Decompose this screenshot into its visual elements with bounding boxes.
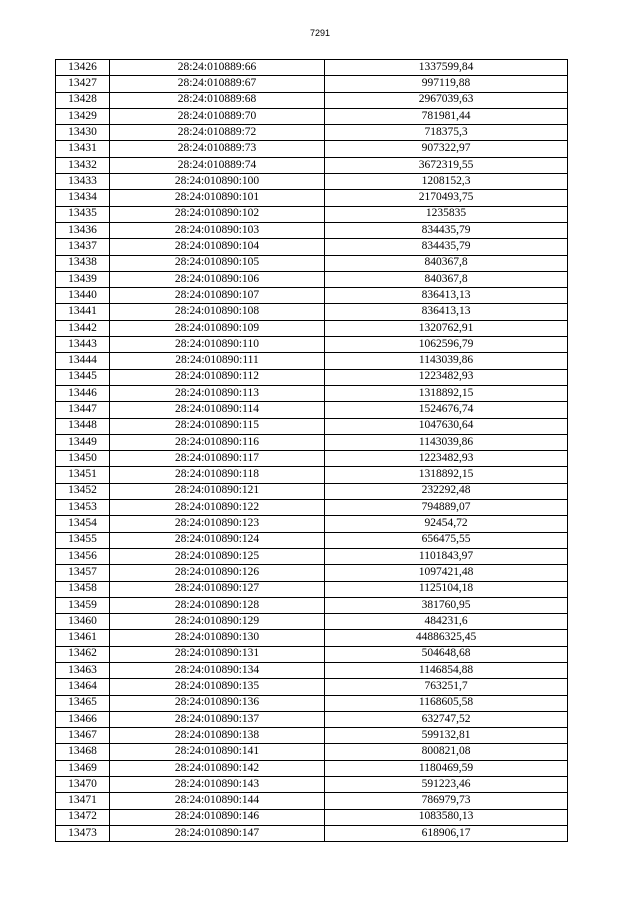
cadastral-number-cell: 28:24:010890:128	[110, 597, 325, 613]
table-row	[56, 679, 568, 695]
table-row	[56, 418, 568, 434]
cadastral-value-cell: 1083580,13	[325, 809, 568, 825]
cadastral-number-cell: 28:24:010889:70	[110, 108, 325, 124]
row-number-cell: 13438	[56, 255, 110, 271]
cadastral-number-cell: 28:24:010890:117	[110, 451, 325, 467]
cadastral-number-cell: 28:24:010890:135	[110, 679, 325, 695]
row-number-cell: 13440	[56, 288, 110, 304]
cadastral-number-cell: 28:24:010890:118	[110, 467, 325, 483]
cadastral-value-cell: 840367,8	[325, 255, 568, 271]
table-row	[56, 304, 568, 320]
row-number-cell: 13462	[56, 646, 110, 662]
cadastral-number-cell: 28:24:010890:136	[110, 695, 325, 711]
table-row	[56, 695, 568, 711]
cadastral-number-cell: 28:24:010890:131	[110, 646, 325, 662]
table-row	[56, 174, 568, 190]
cadastral-number-cell: 28:24:010889:73	[110, 141, 325, 157]
table-row	[56, 646, 568, 662]
cadastral-number-cell: 28:24:010890:104	[110, 239, 325, 255]
table-row	[56, 385, 568, 401]
cadastral-value-cell: 2967039,63	[325, 92, 568, 108]
table-row	[56, 60, 568, 76]
table-row	[56, 288, 568, 304]
table-row	[56, 141, 568, 157]
cadastral-value-cell: 599132,81	[325, 728, 568, 744]
cadastral-number-cell: 28:24:010890:126	[110, 565, 325, 581]
cadastral-value-cell: 718375,3	[325, 125, 568, 141]
cadastral-number-cell: 28:24:010889:67	[110, 76, 325, 92]
cadastral-number-cell: 28:24:010890:112	[110, 369, 325, 385]
cadastral-value-cell: 997119,88	[325, 76, 568, 92]
row-number-cell: 13448	[56, 418, 110, 434]
cadastral-value-cell: 92454,72	[325, 516, 568, 532]
row-number-cell: 13437	[56, 239, 110, 255]
cadastral-value-cell: 834435,79	[325, 222, 568, 238]
table-row	[56, 777, 568, 793]
row-number-cell: 13449	[56, 434, 110, 450]
row-number-cell: 13445	[56, 369, 110, 385]
row-number-cell: 13435	[56, 206, 110, 222]
table-row	[56, 108, 568, 124]
row-number-cell: 13456	[56, 548, 110, 564]
table-row	[56, 222, 568, 238]
row-number-cell: 13443	[56, 337, 110, 353]
row-number-cell: 13453	[56, 500, 110, 516]
cadastral-value-table	[55, 59, 568, 842]
row-number-cell: 13427	[56, 76, 110, 92]
row-number-cell: 13471	[56, 793, 110, 809]
cadastral-number-cell: 28:24:010890:105	[110, 255, 325, 271]
table-row	[56, 744, 568, 760]
cadastral-value-cell: 656475,55	[325, 532, 568, 548]
table-row	[56, 190, 568, 206]
row-number-cell: 13429	[56, 108, 110, 124]
cadastral-number-cell: 28:24:010890:147	[110, 825, 325, 841]
cadastral-value-cell: 1524676,74	[325, 402, 568, 418]
table-row	[56, 239, 568, 255]
table-row	[56, 271, 568, 287]
cadastral-value-cell: 1097421,48	[325, 565, 568, 581]
cadastral-number-cell: 28:24:010889:68	[110, 92, 325, 108]
table-row	[56, 369, 568, 385]
row-number-cell: 13441	[56, 304, 110, 320]
cadastral-number-cell: 28:24:010889:72	[110, 125, 325, 141]
row-number-cell: 13460	[56, 614, 110, 630]
table-row	[56, 451, 568, 467]
table-row	[56, 206, 568, 222]
row-number-cell: 13452	[56, 483, 110, 499]
cadastral-value-cell: 484231,6	[325, 614, 568, 630]
cadastral-value-cell: 2170493,75	[325, 190, 568, 206]
cadastral-number-cell: 28:24:010890:102	[110, 206, 325, 222]
row-number-cell: 13473	[56, 825, 110, 841]
cadastral-value-cell: 632747,52	[325, 711, 568, 727]
cadastral-value-cell: 1168605,58	[325, 695, 568, 711]
table-row	[56, 532, 568, 548]
cadastral-number-cell: 28:24:010890:130	[110, 630, 325, 646]
cadastral-number-cell: 28:24:010890:123	[110, 516, 325, 532]
row-number-cell: 13433	[56, 174, 110, 190]
cadastral-value-cell: 1143039,86	[325, 434, 568, 450]
cadastral-number-cell: 28:24:010890:121	[110, 483, 325, 499]
cadastral-number-cell: 28:24:010890:116	[110, 434, 325, 450]
cadastral-number-cell: 28:24:010890:122	[110, 500, 325, 516]
cadastral-value-cell: 1337599,84	[325, 60, 568, 76]
cadastral-value-cell: 1125104,18	[325, 581, 568, 597]
cadastral-value-cell: 1223482,93	[325, 369, 568, 385]
cadastral-number-cell: 28:24:010890:137	[110, 711, 325, 727]
cadastral-value-cell: 1223482,93	[325, 451, 568, 467]
row-number-cell: 13446	[56, 385, 110, 401]
cadastral-value-cell: 836413,13	[325, 288, 568, 304]
table-row	[56, 565, 568, 581]
row-number-cell: 13431	[56, 141, 110, 157]
cadastral-number-cell: 28:24:010890:107	[110, 288, 325, 304]
row-number-cell: 13458	[56, 581, 110, 597]
cadastral-value-cell: 1180469,59	[325, 760, 568, 776]
cadastral-number-cell: 28:24:010890:106	[110, 271, 325, 287]
row-number-cell: 13467	[56, 728, 110, 744]
row-number-cell: 13464	[56, 679, 110, 695]
table-row	[56, 630, 568, 646]
row-number-cell: 13463	[56, 662, 110, 678]
cadastral-value-cell: 504648,68	[325, 646, 568, 662]
table-row	[56, 467, 568, 483]
cadastral-number-cell: 28:24:010890:129	[110, 614, 325, 630]
cadastral-value-cell: 44886325,45	[325, 630, 568, 646]
cadastral-number-cell: 28:24:010890:114	[110, 402, 325, 418]
cadastral-number-cell: 28:24:010889:74	[110, 157, 325, 173]
table-row	[56, 157, 568, 173]
row-number-cell: 13447	[56, 402, 110, 418]
cadastral-number-cell: 28:24:010890:111	[110, 353, 325, 369]
cadastral-value-cell: 840367,8	[325, 271, 568, 287]
cadastral-number-cell: 28:24:010890:103	[110, 222, 325, 238]
table-row	[56, 125, 568, 141]
cadastral-number-cell: 28:24:010890:138	[110, 728, 325, 744]
table-row	[56, 614, 568, 630]
cadastral-number-cell: 28:24:010890:110	[110, 337, 325, 353]
table-row	[56, 92, 568, 108]
cadastral-value-cell: 3672319,55	[325, 157, 568, 173]
page-number: 7291	[309, 28, 331, 38]
row-number-cell: 13442	[56, 320, 110, 336]
cadastral-value-cell: 381760,95	[325, 597, 568, 613]
cadastral-value-cell: 1318892,15	[325, 385, 568, 401]
cadastral-number-cell: 28:24:010890:141	[110, 744, 325, 760]
cadastral-value-cell: 1062596,79	[325, 337, 568, 353]
table-row	[56, 500, 568, 516]
cadastral-number-cell: 28:24:010890:146	[110, 809, 325, 825]
table-row	[56, 728, 568, 744]
cadastral-value-cell: 834435,79	[325, 239, 568, 255]
row-number-cell: 13444	[56, 353, 110, 369]
row-number-cell: 13461	[56, 630, 110, 646]
cadastral-value-cell: 800821,08	[325, 744, 568, 760]
table-row	[56, 76, 568, 92]
cadastral-value-cell: 591223,46	[325, 777, 568, 793]
cadastral-value-cell: 1101843,97	[325, 548, 568, 564]
cadastral-value-cell: 763251,7	[325, 679, 568, 695]
cadastral-value-cell: 1143039,86	[325, 353, 568, 369]
table-row	[56, 825, 568, 841]
cadastral-value-cell: 781981,44	[325, 108, 568, 124]
table-row	[56, 597, 568, 613]
cadastral-value-cell: 618906,17	[325, 825, 568, 841]
cadastral-number-cell: 28:24:010890:125	[110, 548, 325, 564]
cadastral-number-cell: 28:24:010889:66	[110, 60, 325, 76]
row-number-cell: 13430	[56, 125, 110, 141]
row-number-cell: 13469	[56, 760, 110, 776]
table-row	[56, 320, 568, 336]
table-row	[56, 337, 568, 353]
cadastral-value-cell: 1047630,64	[325, 418, 568, 434]
table-row	[56, 581, 568, 597]
cadastral-number-cell: 28:24:010890:127	[110, 581, 325, 597]
cadastral-number-cell: 28:24:010890:109	[110, 320, 325, 336]
cadastral-value-cell: 836413,13	[325, 304, 568, 320]
cadastral-number-cell: 28:24:010890:142	[110, 760, 325, 776]
row-number-cell: 13459	[56, 597, 110, 613]
table-row	[56, 434, 568, 450]
table-row	[56, 402, 568, 418]
row-number-cell: 13451	[56, 467, 110, 483]
row-number-cell: 13428	[56, 92, 110, 108]
cadastral-value-cell: 1208152,3	[325, 174, 568, 190]
cadastral-value-cell: 232292,48	[325, 483, 568, 499]
cadastral-number-cell: 28:24:010890:101	[110, 190, 325, 206]
cadastral-value-cell: 1235835	[325, 206, 568, 222]
table-row	[56, 711, 568, 727]
row-number-cell: 13465	[56, 695, 110, 711]
cadastral-number-cell: 28:24:010890:143	[110, 777, 325, 793]
row-number-cell: 13470	[56, 777, 110, 793]
row-number-cell: 13466	[56, 711, 110, 727]
cadastral-number-cell: 28:24:010890:134	[110, 662, 325, 678]
cadastral-value-cell: 1318892,15	[325, 467, 568, 483]
cadastral-number-cell: 28:24:010890:144	[110, 793, 325, 809]
row-number-cell: 13450	[56, 451, 110, 467]
table-row	[56, 548, 568, 564]
table-row	[56, 255, 568, 271]
table-row	[56, 809, 568, 825]
cadastral-value-cell: 1146854,88	[325, 662, 568, 678]
row-number-cell: 13432	[56, 157, 110, 173]
cadastral-value-cell: 1320762,91	[325, 320, 568, 336]
table-body	[56, 60, 568, 842]
table-row	[56, 793, 568, 809]
row-number-cell: 13454	[56, 516, 110, 532]
cadastral-value-cell: 794889,07	[325, 500, 568, 516]
row-number-cell: 13439	[56, 271, 110, 287]
table-row	[56, 662, 568, 678]
row-number-cell: 13426	[56, 60, 110, 76]
cadastral-number-cell: 28:24:010890:108	[110, 304, 325, 320]
row-number-cell: 13468	[56, 744, 110, 760]
row-number-cell: 13434	[56, 190, 110, 206]
table-row	[56, 516, 568, 532]
cadastral-number-cell: 28:24:010890:113	[110, 385, 325, 401]
cadastral-number-cell: 28:24:010890:100	[110, 174, 325, 190]
cadastral-number-cell: 28:24:010890:115	[110, 418, 325, 434]
row-number-cell: 13472	[56, 809, 110, 825]
row-number-cell: 13455	[56, 532, 110, 548]
cadastral-value-cell: 907322,97	[325, 141, 568, 157]
row-number-cell: 13457	[56, 565, 110, 581]
cadastral-value-cell: 786979,73	[325, 793, 568, 809]
cadastral-number-cell: 28:24:010890:124	[110, 532, 325, 548]
table-row	[56, 483, 568, 499]
table-row	[56, 353, 568, 369]
table-row	[56, 760, 568, 776]
row-number-cell: 13436	[56, 222, 110, 238]
